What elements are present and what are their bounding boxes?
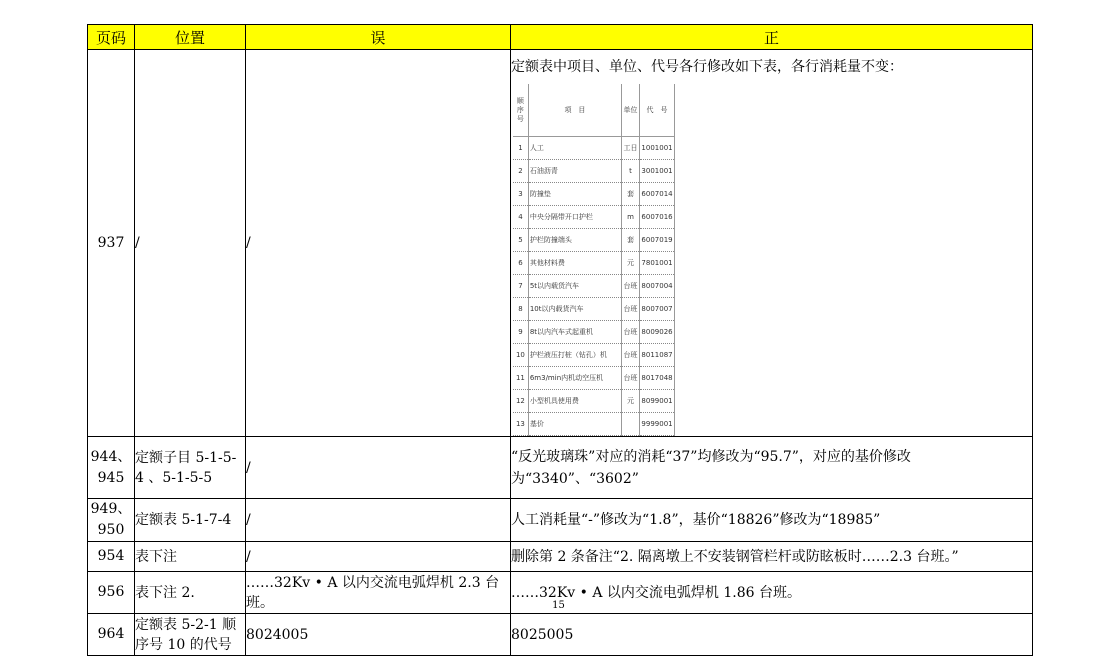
sub-item: 8t以内汽车式起重机 [528,321,621,344]
sub-no: 13 [513,413,528,436]
sub-code: 9999001 [640,413,675,436]
page-cell: 949、950 [88,499,135,542]
sub-code: 8007007 [640,298,675,321]
errata-table [87,24,1033,656]
embedded-table-image [513,84,1032,436]
sub-unit: 工日 [622,137,640,160]
sub-no: 10 [513,344,528,367]
page-cell: 937 [88,50,135,437]
sub-code: 3001001 [640,160,675,183]
page-number: 15 [552,600,565,611]
position-cell: 表下注 2. [135,572,246,614]
sub-no: 9 [513,321,528,344]
sub-row [513,229,675,252]
sub-item: 小型机具使用费 [528,390,621,413]
sub-row [513,344,675,367]
sub-code: 8007004 [640,275,675,298]
sub-unit: 台班 [622,321,640,344]
sub-code: 6007019 [640,229,675,252]
sub-no: 2 [513,160,528,183]
sub-code: 8017048 [640,367,675,390]
sub-code: 8011087 [640,344,675,367]
sub-row [513,137,675,160]
page-cell: 956 [88,572,135,614]
wrong-cell: / [246,499,511,542]
sub-item: 中央分隔带开口护栏 [528,206,621,229]
right-cell: ……32Kv • A 以内交流电弧焊机 1.86 台班。 [511,572,1033,614]
sub-item: 5t以内载货汽车 [528,275,621,298]
sub-code: 7801001 [640,252,675,275]
sub-row [513,160,675,183]
sub-item: 6m3/min内机动空压机 [528,367,621,390]
sub-no: 6 [513,252,528,275]
table-row [88,499,1033,542]
position-cell: 定额子目 5-1-5-4 、5-1-5-5 [135,437,246,499]
header-wrong: 误 [246,25,511,50]
sub-row [513,413,675,436]
sub-code: 6007014 [640,183,675,206]
sub-item: 护栏液压打桩（钻孔）机 [528,344,621,367]
sub-no: 11 [513,367,528,390]
sub-unit: 台班 [622,275,640,298]
sub-unit: 元 [622,252,640,275]
wrong-cell: / [246,542,511,572]
table-row [88,50,1033,437]
revised-items-table [513,84,675,436]
sub-no: 4 [513,206,528,229]
position-cell: / [135,50,246,437]
sub-code: 8009026 [640,321,675,344]
sub-item: 基价 [528,413,621,436]
right-cell: 删除第 2 条备注“2. 隔离墩上不安装钢管栏杆或防眩板时……2.3 台班。” [511,542,1033,572]
sub-unit: 台班 [622,344,640,367]
sub-row [513,390,675,413]
sub-item: 护栏防撞端头 [528,229,621,252]
sub-no: 1 [513,137,528,160]
sub-item: 人工 [528,137,621,160]
sub-unit: 套 [622,229,640,252]
right-cell: 8025005 [511,614,1033,656]
sub-header-row [513,84,675,137]
position-cell: 表下注 [135,542,246,572]
sub-no: 5 [513,229,528,252]
sub-item: 石油沥青 [528,160,621,183]
right-cell: 人工消耗量“-”修改为“1.8”，基价“18826”修改为“18985” [511,499,1033,542]
sub-unit: 元 [622,390,640,413]
sub-code: 8099001 [640,390,675,413]
wrong-cell: 8024005 [246,614,511,656]
sub-item: 10t以内载货汽车 [528,298,621,321]
page-cell: 964 [88,614,135,656]
wrong-cell: ……32Kv • A 以内交流电弧焊机 2.3 台班。 [246,572,511,614]
table-row [88,542,1033,572]
position-cell: 定额表 5-1-7-4 [135,499,246,542]
sub-no: 8 [513,298,528,321]
header-position: 位置 [135,25,246,50]
sub-unit: m [622,206,640,229]
sub-row [513,206,675,229]
header-right: 正 [511,25,1033,50]
sub-unit [622,413,640,436]
sub-unit: t [622,160,640,183]
position-cell: 定额表 5-2-1 顺序号 10 的代号 [135,614,246,656]
sub-unit: 套 [622,183,640,206]
right-text: 定额表中项目、单位、代号各行修改如下表，各行消耗量不变： [511,59,903,75]
right-cell: “反光玻璃珠”对应的消耗“37”均修改为“95.7”，对应的基价修改为“3340”、“3602” [511,437,1033,499]
sub-row [513,252,675,275]
table-row [88,614,1033,656]
sub-header-item: 项 目 [528,84,621,137]
sub-header-code: 代 号 [640,84,675,137]
header-page: 页码 [88,25,135,50]
wrong-cell: / [246,437,511,499]
sub-item: 防撞垫 [528,183,621,206]
header-row [88,25,1033,50]
sub-unit: 台班 [622,367,640,390]
sub-row [513,367,675,390]
sub-row [513,183,675,206]
sub-item: 其他材料费 [528,252,621,275]
sub-code: 1001001 [640,137,675,160]
right-cell [511,50,1033,437]
sub-no: 3 [513,183,528,206]
sub-unit: 台班 [622,298,640,321]
page-cell: 944、945 [88,437,135,499]
sub-no: 7 [513,275,528,298]
sub-header-unit: 单位 [622,84,640,137]
sub-no: 12 [513,390,528,413]
sub-row [513,298,675,321]
page-cell: 954 [88,542,135,572]
sub-code: 6007016 [640,206,675,229]
sub-row [513,275,675,298]
wrong-cell: / [246,50,511,437]
sub-header-no: 顺序号 [513,84,528,137]
table-row [88,437,1033,499]
sub-row [513,321,675,344]
